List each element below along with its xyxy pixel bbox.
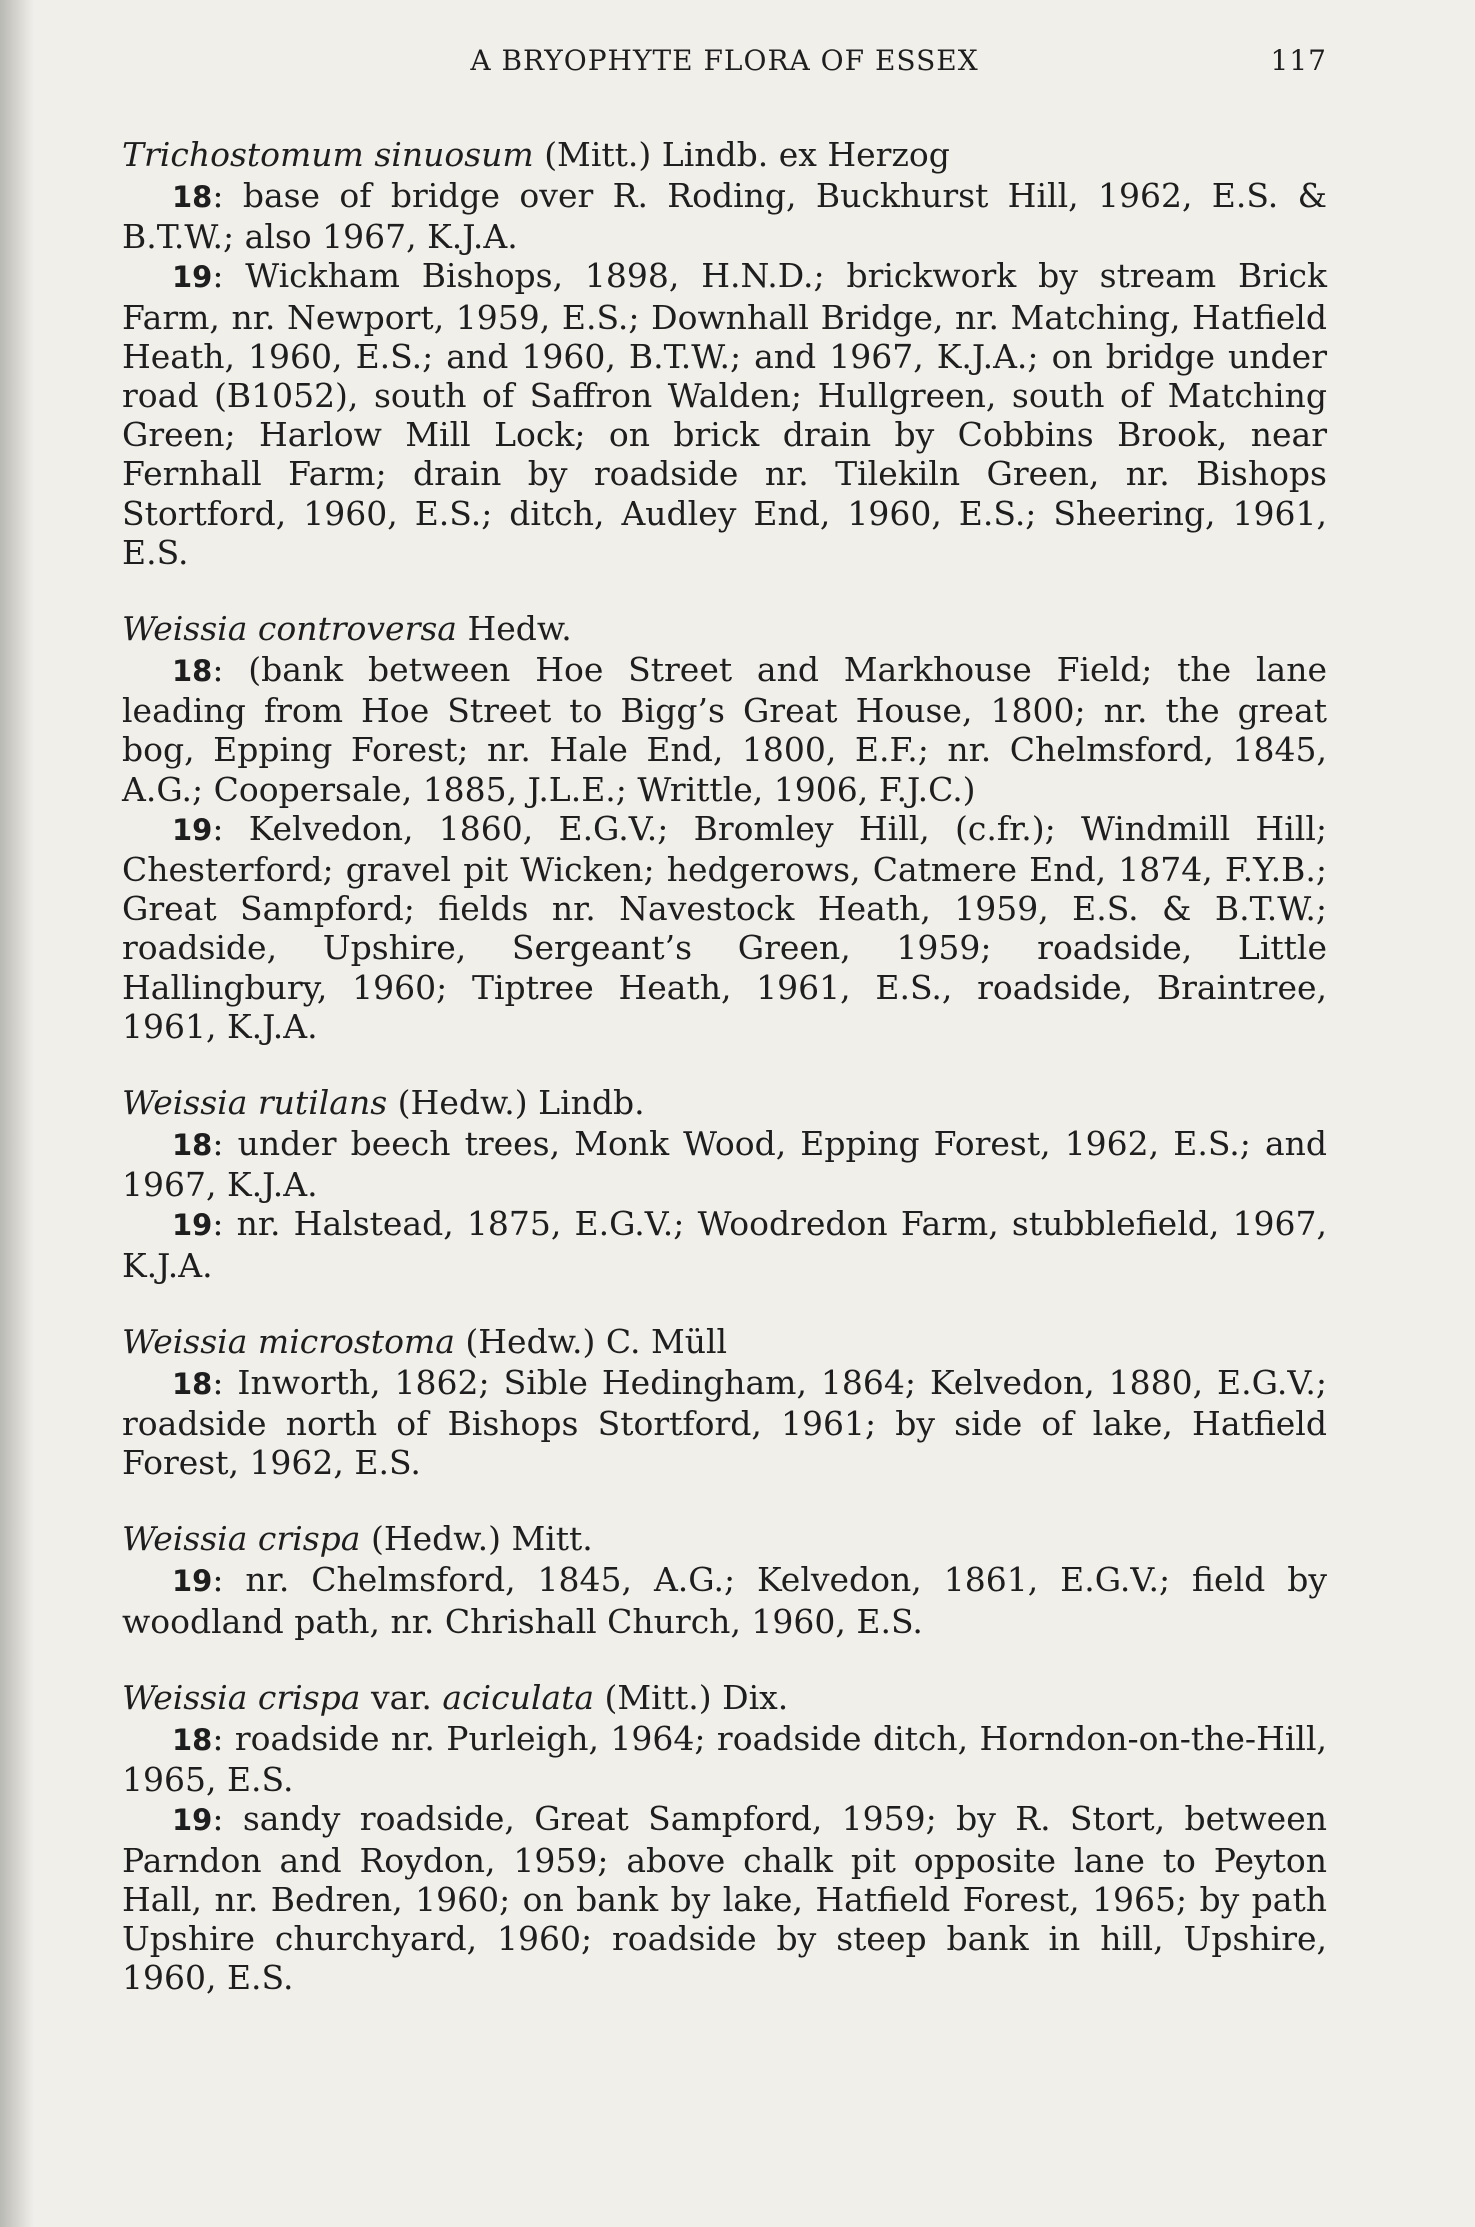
species-name: Weissia controversa bbox=[122, 609, 457, 649]
species-heading bbox=[122, 1321, 1327, 1363]
species-heading bbox=[122, 134, 1327, 176]
species-variety: aciculata bbox=[442, 1677, 595, 1717]
species-authority: (Hedw.) Lindb. bbox=[397, 1083, 645, 1123]
vice-county-number: 18 bbox=[172, 1722, 213, 1757]
vice-county-number: 19 bbox=[172, 260, 213, 295]
species-authority: (Mitt.) Lindb. ex Herzog bbox=[544, 135, 950, 174]
vice-county-number: 19 bbox=[172, 812, 213, 847]
record-paragraph bbox=[122, 1799, 1327, 1997]
record-paragraph bbox=[122, 1124, 1327, 1204]
vice-county-number: 19 bbox=[172, 1564, 213, 1599]
record-text: : Inworth, 1862; Sible Hedingham, 1864; Kelvedon, 1880, E.G.V.; roadside north of Bishops Stortford, 1961; by side of lake, Hatfield Forest, 1962, E.S. bbox=[122, 1362, 1327, 1483]
running-head bbox=[122, 44, 1327, 88]
species-entry bbox=[122, 134, 1327, 572]
species-name: Weissia crispa bbox=[122, 1519, 361, 1559]
species-heading bbox=[122, 1518, 1327, 1560]
record-text: : base of bridge over R. Roding, Buckhurst Hill, 1962, E.S. & B.T.W.; also 1967, K.J.A. bbox=[122, 176, 1327, 257]
species-heading bbox=[122, 608, 1327, 650]
species-entry bbox=[122, 1518, 1327, 1640]
book-page bbox=[122, 44, 1327, 2033]
species-heading bbox=[122, 1677, 1327, 1719]
species-entry bbox=[122, 1321, 1327, 1483]
vice-county-number: 18 bbox=[172, 180, 213, 214]
species-name: Weissia crispa bbox=[122, 1677, 361, 1717]
species-entry bbox=[122, 1082, 1327, 1285]
species-name: Weissia rutilans bbox=[122, 1083, 388, 1123]
species-variety-marker: var. bbox=[360, 1677, 443, 1717]
page-gutter-shadow bbox=[0, 0, 34, 2227]
vice-county-number: 18 bbox=[172, 1366, 213, 1401]
record-paragraph bbox=[122, 256, 1327, 572]
record-paragraph bbox=[122, 1363, 1327, 1483]
record-paragraph bbox=[122, 176, 1327, 256]
record-paragraph bbox=[122, 1560, 1327, 1640]
species-authority: (Hedw.) C. Müll bbox=[465, 1321, 728, 1361]
vice-county-number: 18 bbox=[172, 1128, 213, 1163]
species-entry bbox=[122, 608, 1327, 1046]
species-authority: (Mitt.) Dix. bbox=[604, 1677, 789, 1717]
record-text: : (bank between Hoe Street and Markhouse Field; the lane leading from Hoe Street to Bigg’s Great House, 1800; nr. the great bog, Epping Forest; nr. Hale End, 1800, E.F.; nr. Chelmsford, 1845, A.G.; Coopersale, 1885, J.L.E.; Writtle, 1906, F.J.C.) bbox=[122, 650, 1327, 809]
record-paragraph bbox=[122, 1204, 1327, 1284]
record-text: : Kelvedon, 1860, E.G.V.; Bromley Hill, (c.fr.); Windmill Hill; Chesterford; gravel pit Wicken; hedgerows, Catmere End, 1874, F.Y.B.; Great Sampford; fields nr. Navestock Heath, 1959, E.S. & B.T.W.; roadside, Upshire, Sergeant’s Green, 1959; roadside, Little Hallingbury, 1960; Tiptree Heath, 1961, E.S., roadside, Braintree, 1961, K.J.A. bbox=[122, 808, 1327, 1046]
record-text: : roadside nr. Purleigh, 1964; roadside ditch, Horndon-on-the-Hill, 1965, E.S. bbox=[122, 1718, 1327, 1800]
species-authority: Hedw. bbox=[467, 609, 572, 649]
record-paragraph bbox=[122, 650, 1327, 809]
record-paragraph bbox=[122, 1719, 1327, 1799]
running-title: A BRYOPHYTE FLORA OF ESSEX bbox=[470, 44, 979, 77]
page-number: 117 bbox=[1270, 44, 1327, 77]
record-text: : nr. Halstead, 1875, E.G.V.; Woodredon Farm, stubblefield, 1967, K.J.A. bbox=[122, 1204, 1327, 1285]
species-entry bbox=[122, 1677, 1327, 1997]
record-paragraph bbox=[122, 809, 1327, 1046]
vice-county-number: 19 bbox=[172, 1803, 213, 1838]
species-authority: (Hedw.) Mitt. bbox=[370, 1519, 593, 1559]
vice-county-number: 19 bbox=[172, 1208, 213, 1243]
vice-county-number: 18 bbox=[172, 654, 213, 689]
species-name: Weissia microstoma bbox=[122, 1321, 455, 1361]
species-name: Trichostomum sinuosum bbox=[122, 135, 534, 174]
record-text: : sandy roadside, Great Sampford, 1959; by R. Stort, between Parndon and Roydon, 1959; above chalk pit opposite lane to Peyton Hall, nr. Bedren, 1960; on bank by lake, Hatfield Forest, 1965; by path Upshire churchyard, 1960; roadside by steep bank in hill, Upshire, 1960, E.S. bbox=[122, 1799, 1327, 1998]
species-heading bbox=[122, 1082, 1327, 1124]
record-text: : nr. Chelmsford, 1845, A.G.; Kelvedon, 1861, E.G.V.; field by woodland path, nr. Chrishall Church, 1960, E.S. bbox=[122, 1560, 1327, 1641]
record-text: : Wickham Bishops, 1898, H.N.D.; brickwork by stream Brick Farm, nr. Newport, 1959, E.S.; Downhall Bridge, nr. Matching, Hatfield Heath, 1960, E.S.; and 1960, B.T.W.; and 1967, K.J.A.; on bridge under road (B1052), south of Saffron Walden; Hullgreen, south of Matching Green; Harlow Mill Lock; on brick drain by Cobbins Brook, near Fernhall Farm; drain by roadside nr. Tilekiln Green, nr. Bishops Stortford, 1960, E.S.; ditch, Audley End, 1960, E.S.; Sheering, 1961, E.S. bbox=[122, 256, 1327, 572]
record-text: : under beech trees, Monk Wood, Epping Forest, 1962, E.S.; and 1967, K.J.A. bbox=[122, 1124, 1327, 1205]
